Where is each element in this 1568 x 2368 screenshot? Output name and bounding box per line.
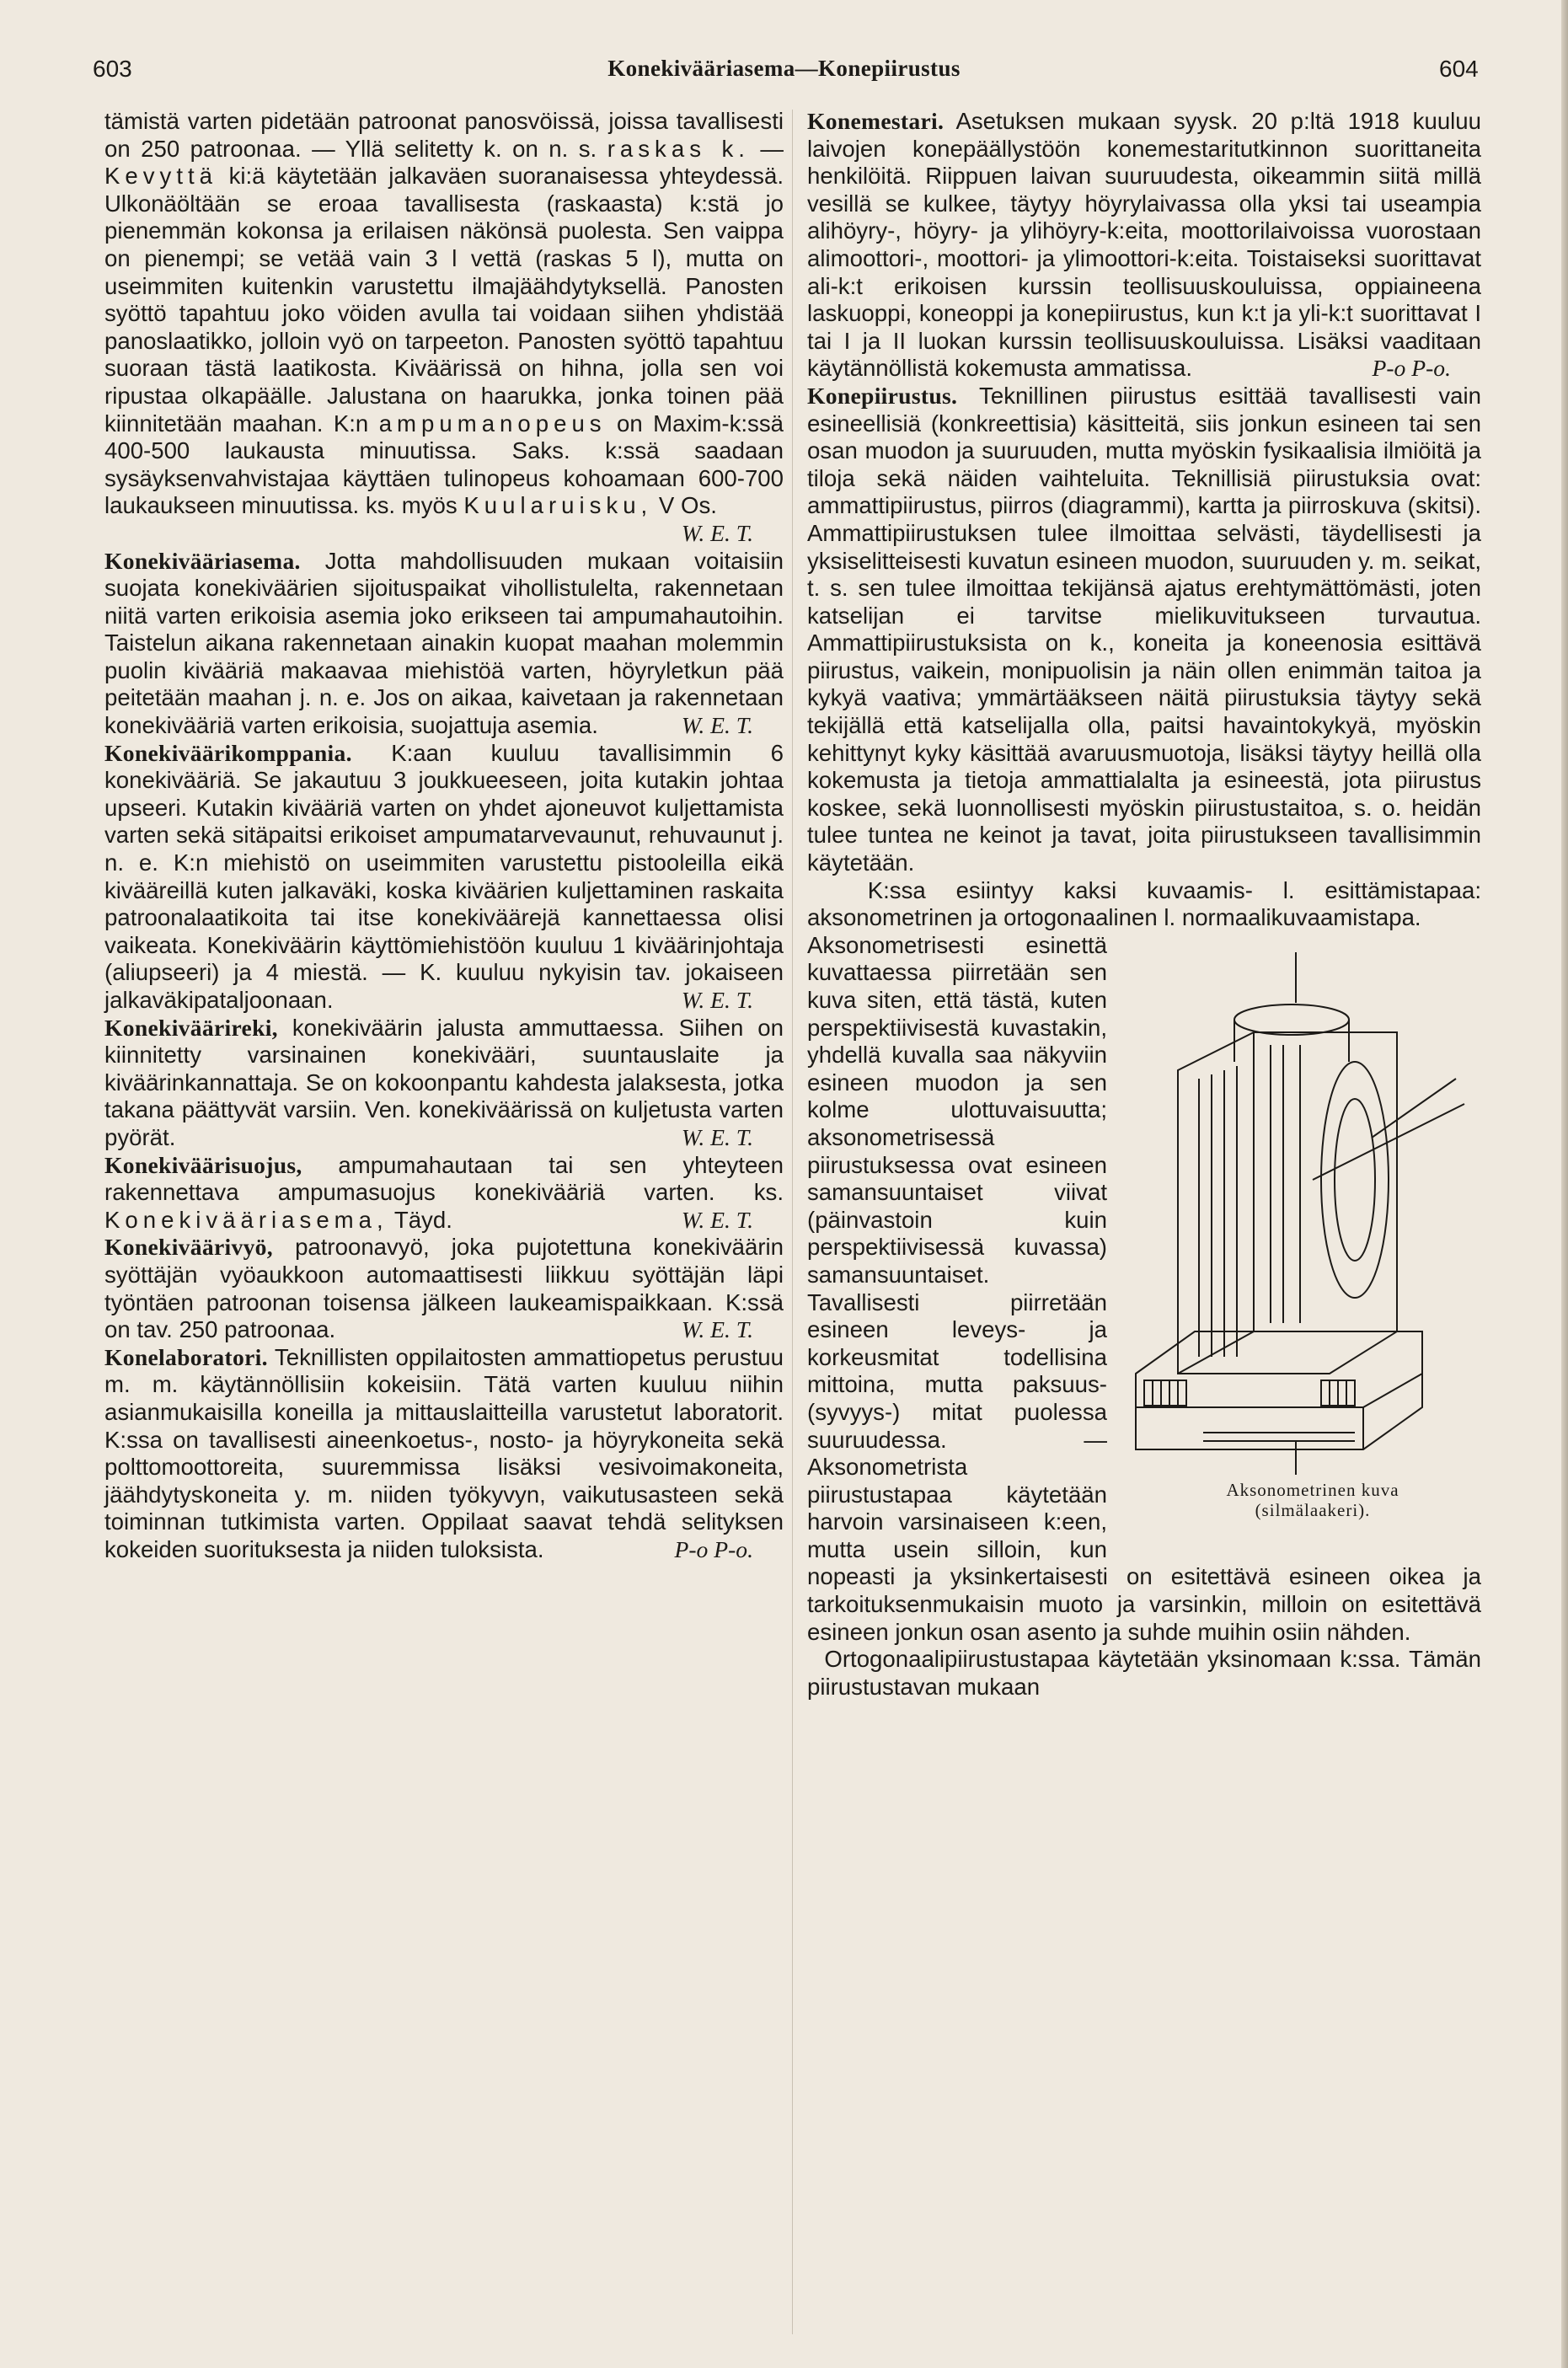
- entry-term: Konekiväärikomppania.: [104, 739, 352, 766]
- entry-term: Konekiväärireki,: [104, 1014, 278, 1041]
- entry-konekivaarireki: Konekiväärireki, konekiväärin jalusta ammuttaessa. Siihen on kiinnitetty varsinainen konekivääri, suuntauslaite ja kiväärinkannattaja. Se on kokoonpantu kahdesta jalaksesta, jotka takana päättyvät varsiin. Ven. konekiväärissä on kuljetusta varten pyörät. W. E. T.: [104, 1014, 784, 1150]
- signature: W. E. T.: [681, 519, 753, 546]
- signature: W. E. T.: [681, 1316, 753, 1343]
- entry-konemestari: Konemestari. Asetuksen mukaan syysk. 20 p:ltä 1918 kuuluu laivojen konepäällystöön konemestaritutkinnon suorittaneita henkilöitä. Riippuen laivan suuruudesta, oikeammin siitä millä vesillä se kulkee, täytyy höyrylaivassa olla yksi tai useampia alihöyry-, höyry- ja ylihöyry-k:eita, moottorilaivoissa vuorostaan alimoottori-, moottori- ja ylimoottori-k:eita. Toistaiseksi suorittavat ali-k:t erikoisen kurssin teollisuuskouluissa, oppiaineena laskuoppi, koneoppi ja konepiirustus, kun k:t ja yli-k:t suorittavat I tai I ja II luokan kurssin teollisuuskouluissa. Lisäksi vaaditaan käytännöllistä kokemusta ammatissa. P-o P-o.: [807, 108, 1481, 382]
- page-edge: [1561, 0, 1568, 2368]
- intro-paragraph: tämistä varten pidetään patroonat panosvöissä, joissa tavallisesti on 250 patroonaa. — Yllä selitetty k. on n. s. raskas k. — Kevyttä ki:ä käytetään jalkaväen suoranaisessa yhteydessä. Ulkonäöltään se eroaa tavallisesta (raskaasta) k:stä jo pienemmän kokonsa ja erilaisen näkönsä puolesta. Sen vaippa on pienempi; se vetää vain 3 l vettä (raskas 5 l), mutta on useimmiten kuitenkin varustettu ilmajäähdytyksellä. Panosten syöttö tapahtuu joko vöiden avulla tai voidaan siihen yhdistää panoslaatikko, jolloin vyö on tarpeeton. Panosten syöttö tapahtuu suoraan tästä laatikosta. Kiväärissä on hihna, jolla sen voi ripustaa olkapäälle. Jalustana on haarukka, jonka toinen pää kiinnitetään maahan. K:n ampumanopeus on Maxim-k:ssä 400-500 laukausta minuutissa. Saks. k:ssä saadaan sysäyksenvahvistajaa käyttäen tulinopeus kohoamaan 600-700 laukaukseen minuutissa. ks. myös Kuularuisku, V Os. W. E. T.: [104, 108, 784, 546]
- signature: P-o P-o.: [1372, 355, 1451, 382]
- column-divider: [792, 110, 793, 2334]
- entry-konepiirustus: Konepiirustus. Teknillinen piirustus esittää tavallisesti vain esineellisiä (konkreettisia) käsitteitä, siis jonkun esineen tai sen osan muodon ja suuruuden, mutta myöskin fysikaalisia ilmiöitä ja tiloja sekä näiden vaihteluita. Teknillisiä piirustuksia ovat: ammattipiirustus, piirros (diagrammi), kartta ja piirroskuva (skitsi). Ammattipiirustuksen tulee ilmoittaa selvästi, täydellisesti ja yksiselitteisesti kuvatun esineen muodon, suuruuden y. m. seikat, t. s. sen tulee ilmoittaa tekijänsä ajatus erehtymättömästi, joten katselijan ei tarvitse mielikuvitukseen turvautua. Ammattipiirustuksista on k., koneita ja koneenosia esittävä piirustus, vaikein, monipuolisin ja näin ollen enimmän taitoa ja kykyä vaativa; ymmärtääkseen näitä piirustuksia täytyy sekä tekijällä että katselijalla olla, paitsi havaintokykyä, myöskin kehittynyt kyky käsittää avaruusmuotoja, lisäksi täytyy heillä olla kokemusta ja tietoja ammattialalta ja esineestä, jota piirustus koskee, sekä luonnollisesti myöskin piirustustaitoa, s. o. heidän tulee tuntea ne keinot ja tavat, joita piirustukseen tavallisimmin käytetään.: [807, 382, 1481, 876]
- entry-konekivaarivyo: Konekiväärivyö, patroonavyö, joka pujotettuna konekiväärin syöttäjän vyöaukkoon automaattisesti liikkuu syöttäjän läpi työntäen patroonan toisensa jälkeen laukeamispaikkaan. K:ssä on tav. 250 patroonaa. W. E. T.: [104, 1234, 784, 1343]
- paragraph-aksonometrinen: Aksonometrisesti esinettä kuvattaessa piirretään sen kuva siten, että tästä, kuten perspektiivisestä kuvastakin, yhdellä kuvalla saa näkyviin esineen muodon ja sen kolme ulottuvaisuutta; aksonometrisessä piirustuksessa ovat esineen samansuuntaiset viivat (päinvastoin kuin perspektiivisessä kuvassa) samansuuntaiset. Tavallisesti piirretään esineen leveys- ja korkeusmitat todellisina mittoina, mutta paksuus-(syvyys-) mitat puolessa suuruudessa. — Aksonometrista piirustustapaa käytetään harvoin varsinaiseen k:een, mutta usein silloin, kun nopeasti ja yksinkertaisesti on esitettävä esineen oikea ja tarkoituksenmukaisin muoto ja varsinkin, milloin on esitettävä esineen jonkun osan asento ja suhde muihin osiin nähden.: [807, 931, 1481, 1645]
- entry-term: Konekiväärisuojus,: [104, 1151, 302, 1178]
- entry-term: Konepiirustus.: [807, 382, 958, 409]
- entry-konekivaarikomppania: Konekiväärikomppania. K:aan kuuluu tavallisimmin 6 konekivääriä. Se jakautuu 3 joukkueeseen, joita kutakin johtaa upseeri. Kutakin kivääriä varten on yhdet ajoneuvot kuljettamista varten sekä sitäpaitsi erikoiset ampumatarvevaunut, rehuvaunut j. n. e. K:n miehistö on useimmiten varustettu pistooleilla eikä kivääreillä kuten jalkaväki, koska kiväärien kuljettaminen raskaita patroonalaatikoita tai itse konekiväärejä kannettaessa olisi vaikeata. Konekiväärin käyttömiehistöön kuuluu 1 kiväärinjohtaja (aliupseeri) ja 4 miestä. — K. kuuluu nykyisin tav. jokaiseen jalkaväkipataljoonaan. W. E. T.: [104, 739, 784, 1013]
- entry-term: Konelaboratori.: [104, 1343, 268, 1370]
- entry-konekivaariasema: Konekivääriasema. Jotta mahdollisuuden mukaan voitaisiin suojata konekiväärien sijoituspaikat vihollistulelta, rakennetaan niitä varten erikoisia asemia joko erikseen tai ampumahautoihin. Taistelun aikana rakennetaan ainakin kuopat maahan molemmin puolin kivääriä makaavaa miehistöä varten, höyryletkun pää peitetään maahan j. n. e. Jos on aikaa, kaivetaan ja rakennetaan konekivääriä varten erikoisia, suojattuja asemia. W. E. T.: [104, 547, 784, 739]
- signature: W. E. T.: [681, 712, 753, 739]
- page-header: [0, 56, 1568, 93]
- page-number-left: 603: [93, 56, 132, 82]
- entry-konelaboratori: Konelaboratori. Teknillisten oppilaitosten ammattiopetus perustuu m. m. käytännöllisiin kokeisiin. Tätä varten kuuluu niihin asianmukaisilla koneilla ja mittauslaitteilla varustetut laboratorit. K:ssa on tavallisesti aineenkoetus-, nosto- ja höyrykoneita sekä polttomoottoreita, suuremmissa lisäksi vesivoimakoneita, jäähdytyskoneita y. m. niiden työkyvyn, vaikutusasteen sekä toiminnan tutkimista varten. Oppilaat saavat tehdä selityksen kokeiden suorituksesta ja niiden tuloksista. P-o P-o.: [104, 1343, 784, 1562]
- paragraph-ortogonaalinen: Ortogonaalipiirustustapaa käytetään yksinomaan k:ssa. Tämän piirustustavan mukaan: [807, 1646, 1481, 1700]
- pillow-block-bearing-illustration: [1119, 935, 1481, 1475]
- signature: W. E. T.: [681, 987, 753, 1013]
- bearing-figure: [1119, 935, 1481, 1551]
- signature: W. E. T.: [681, 1123, 753, 1150]
- entry-term: Konekiväärivyö,: [104, 1234, 273, 1261]
- left-column: [104, 108, 784, 1563]
- entry-konekivaarisuojus: Konekiväärisuojus, ampumahautaan tai sen yhteyteen rakennettava ampumasuojus konekivääriä varten. ks. Konekivääriasema, Täyd. W. E. T.: [104, 1151, 784, 1233]
- signature: P-o P-o.: [674, 1535, 753, 1562]
- entry-term: Konekivääriasema.: [104, 547, 301, 574]
- running-title: Konekivääriasema—Konepiirustus: [607, 56, 961, 81]
- signature: W. E. T.: [681, 1206, 753, 1233]
- figure-caption: Aksonometrinen kuva (silmälaakeri).: [1226, 1479, 1399, 1520]
- right-column: [807, 108, 1481, 1701]
- page-number-right: 604: [1439, 56, 1479, 82]
- paragraph-kuvaamistavat: K:ssa esiintyy kaksi kuvaamis- l. esittämistapaa: aksonometrinen ja ortogonaalinen l. normaalikuvaamistapa.: [807, 876, 1481, 931]
- entry-term: Konemestari.: [807, 108, 945, 134]
